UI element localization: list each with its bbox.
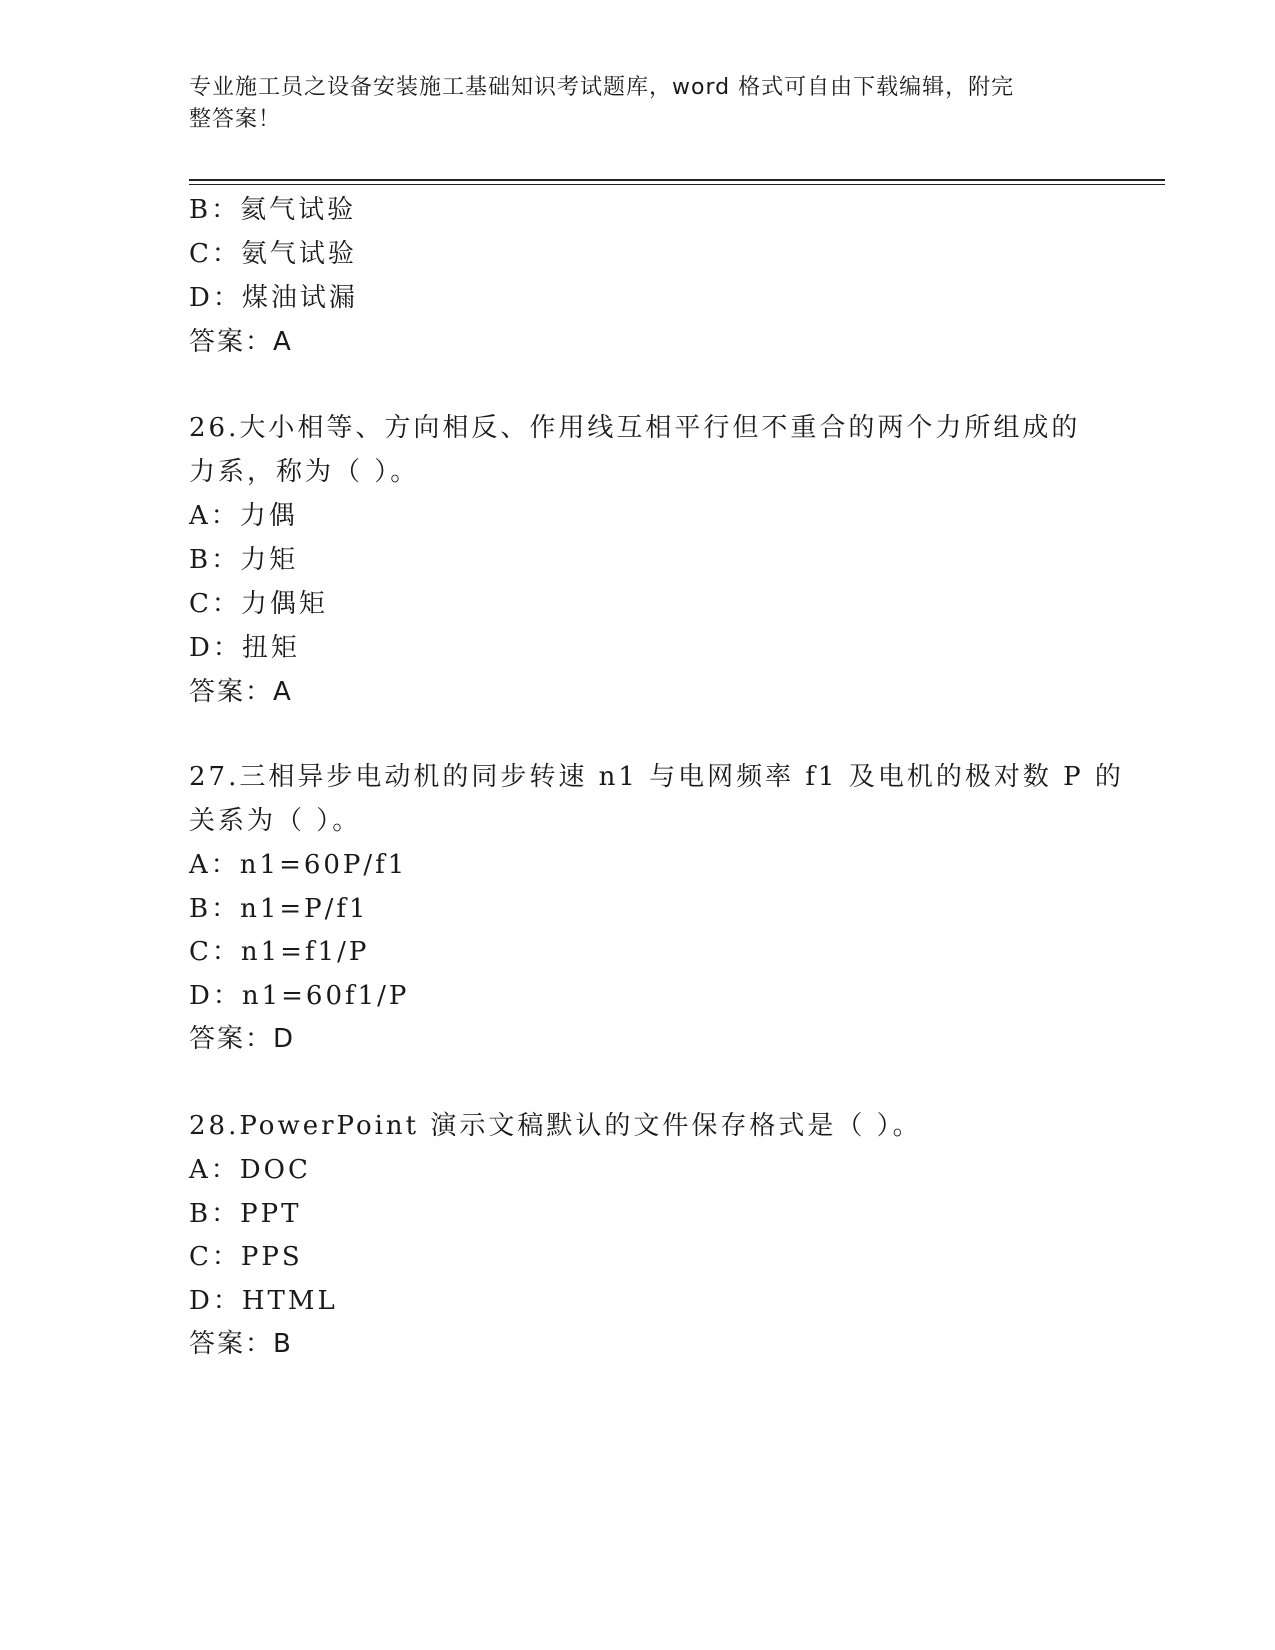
q26-option-b: B：力矩 (189, 545, 299, 575)
document-header (189, 72, 1069, 136)
q27-question-line-2: 关系为（ ）。 (189, 806, 362, 836)
q26-question-line-1: 26.大小相等、方向相反、作用线互相平行但不重合的两个力所组成的 (189, 413, 1081, 443)
q28-option-c: C：PPS (189, 1242, 303, 1272)
header-divider-thin (189, 184, 1165, 185)
q26-question-line-2: 力系，称为（ ）。 (189, 457, 420, 487)
q26-answer: 答案：A (189, 677, 293, 707)
q28-answer: 答案：B (189, 1329, 293, 1359)
q28-option-d: D：HTML (189, 1286, 338, 1316)
q28-question-line-1: 28.PowerPoint 演示文稿默认的文件保存格式是（ ）。 (189, 1111, 922, 1141)
q26-option-d: D：扭矩 (189, 633, 300, 663)
q25-option-b: B：氦气试验 (189, 195, 357, 225)
header-line-1: 专业施工员之设备安装施工基础知识考试题库，word 格式可自由下载编辑，附完 (189, 75, 1015, 100)
q27-option-a: A：n1=60P/f1 (189, 850, 408, 880)
header-line-2: 整答案！ (189, 107, 282, 132)
q25-answer: 答案：A (189, 327, 293, 357)
q25-option-d: D：煤油试漏 (189, 283, 358, 313)
q26-option-c: C：力偶矩 (189, 589, 328, 619)
q28-option-a: A：DOC (189, 1155, 311, 1185)
q27-option-b: B：n1=P/f1 (189, 894, 369, 924)
q28-option-b: B：PPT (189, 1199, 302, 1229)
q27-answer: 答案：D (189, 1024, 296, 1054)
q25-option-c: C：氨气试验 (189, 239, 357, 269)
q27-option-c: C：n1=f1/P (189, 937, 370, 967)
header-divider-thick (189, 179, 1165, 181)
q26-option-a: A：力偶 (189, 501, 298, 531)
q27-option-d: D：n1=60f1/P (189, 981, 410, 1011)
q27-question-line-1: 27.三相异步电动机的同步转速 n1 与电网频率 f1 及电机的极对数 P 的 (189, 762, 1124, 792)
